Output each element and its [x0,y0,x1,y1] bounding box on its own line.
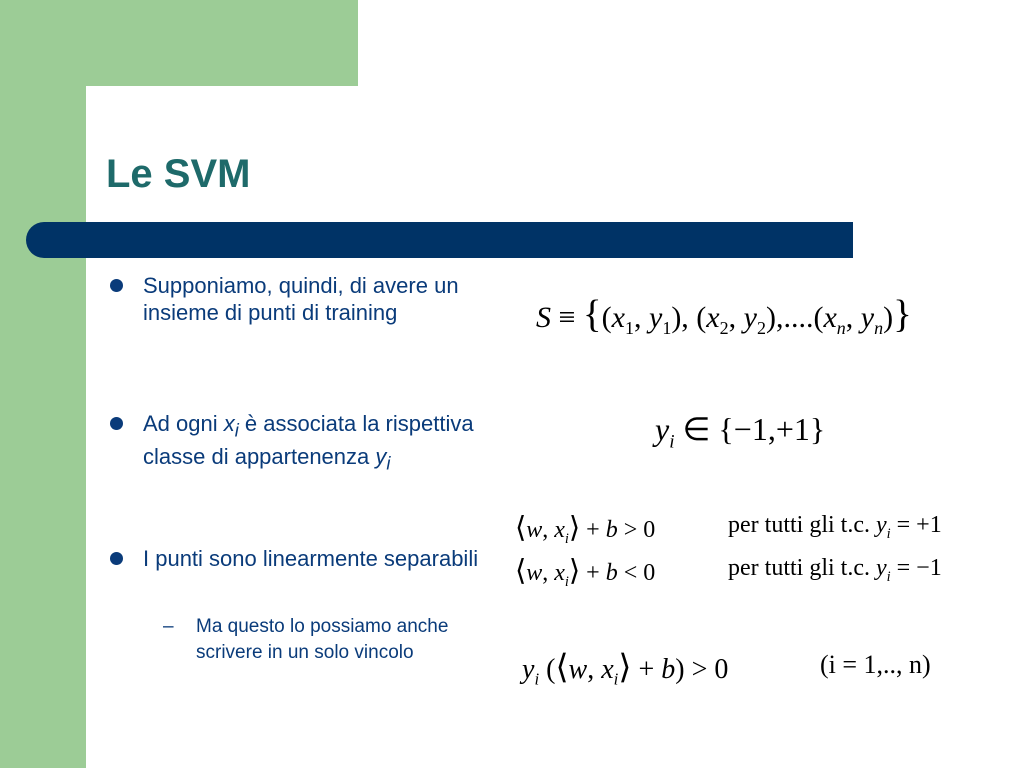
constraint-positive-condition: per tutti gli t.c. $y_i = +1$ [728,512,942,542]
constraint-negative-formula: ⟨w, $x_i⟩ + b < 0$ [515,555,656,590]
constraint-positive-formula: ⟨w, $x_i⟩ + b > 0$ [515,512,656,547]
bullet-dot [110,552,123,565]
bullet-text: I punti sono linearmente separabili [143,546,479,571]
bullet-text: Supponiamo, quindi, di avere un insieme di punti di training [143,273,459,325]
bullet-dot [110,279,123,292]
sub-bullet-text: Ma questo lo possiamo anche scrivere in un solo vincolo [196,616,449,663]
index-range-formula: (i = 1,.., n) [820,650,931,679]
training-set-formula: $S \equiv \{(x_1$, $y_1$), ($x_2$, $y_2),....(x_n$, $y_n$)} [536,293,912,338]
sub-bullet-dash: – [163,616,174,637]
bullet-dot [110,417,123,430]
constraint-negative-condition: per tutti gli t.c. $y_i = -1$ [728,555,942,585]
class-label-formula: $y_i$ ∈ {−1,+1} [655,411,826,453]
bullet-text: Ad ogni $x_i$ è associata la rispettiva classe di appartenenza $y_i$ [143,411,474,474]
slide-title: Le SVM [106,152,251,196]
unified-constraint-formula: $y_i$ (⟨w, $x_i⟩ + b) > 0$ [522,649,729,689]
